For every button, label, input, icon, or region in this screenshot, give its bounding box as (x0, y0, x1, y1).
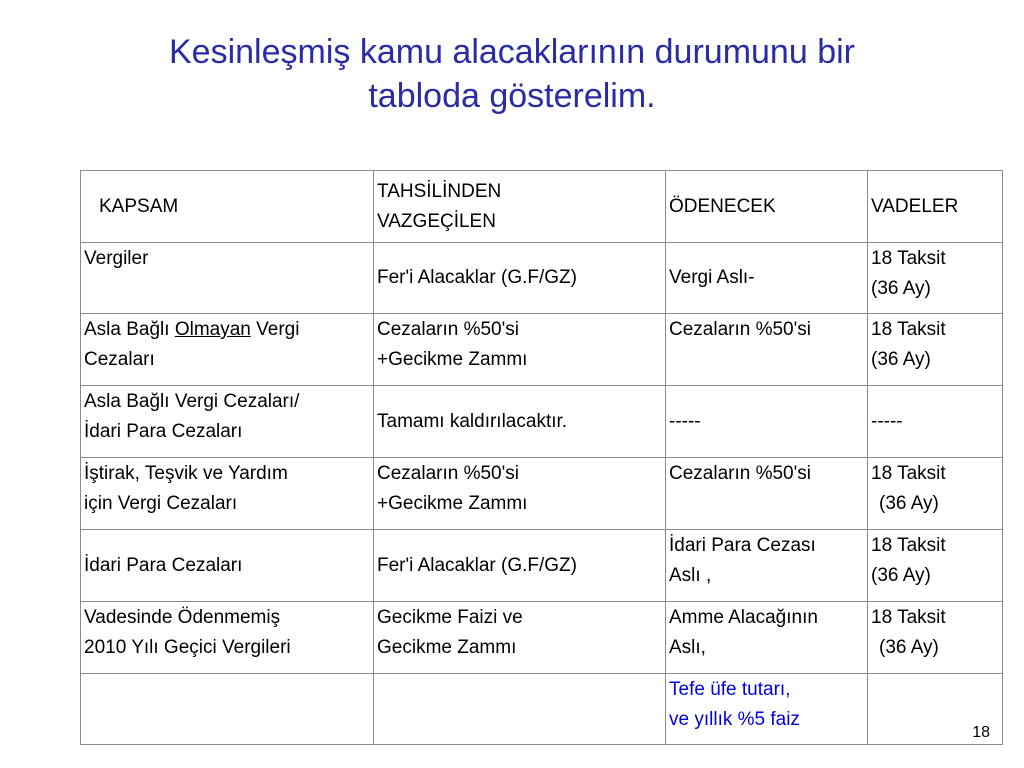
page-number: 18 (972, 724, 990, 741)
cell-odenecek-line-2: Aslı, (669, 637, 706, 658)
table-row (81, 530, 1003, 602)
cell-vade (868, 243, 1003, 314)
header-tahsil-line-1: TAHSİLİNDEN (377, 180, 502, 202)
cell-vade-line-2: (36 Ay) (871, 349, 931, 370)
cell-vade-line-1: 18 Taksit (871, 607, 946, 628)
kapsam-prefix: Asla Bağlı (84, 319, 175, 340)
cell-kapsam (81, 602, 374, 674)
table-row (81, 386, 1003, 458)
cell-vade-line-2: (36 Ay) (871, 278, 931, 299)
cell-tahsil: Fer'i Alacaklar (G.F/GZ) (374, 530, 666, 602)
cell-vade-line-2: (36 Ay) (879, 493, 939, 514)
cell-odenecek: Cezaların %50'si (666, 458, 868, 530)
cell-vade: ----- (868, 386, 1003, 458)
cell-kapsam: Vergiler (81, 243, 374, 314)
cell-vade-line-1: 18 Taksit (871, 248, 946, 269)
cell-kapsam-line-2: için Vergi Cezaları (84, 493, 238, 514)
cell-vade (868, 458, 1003, 530)
cell-kapsam (81, 386, 374, 458)
table-header-row (81, 171, 1003, 243)
cell-odenecek: Cezaların %50'si (666, 314, 868, 386)
table-row (81, 602, 1003, 674)
cell-odenecek-line-1: İdari Para Cezası (669, 535, 816, 556)
cell-tahsil-line-2: +Gecikme Zammı (377, 493, 528, 514)
cell-odenecek: Vergi Aslı- (666, 243, 868, 314)
cell-odenecek: ----- (666, 386, 868, 458)
receivables-table (80, 170, 1003, 745)
cell-odenecek-line-1: Amme Alacağının (669, 607, 818, 628)
cell-tahsil-line-1: Cezaların %50'si (377, 463, 519, 484)
cell-vade-line-1: 18 Taksit (871, 319, 946, 340)
cell-odenecek (666, 602, 868, 674)
cell-kapsam-line-1 (84, 315, 370, 345)
cell-tahsil-line-2: Gecikme Zammı (377, 637, 517, 658)
cell-odenecek (666, 674, 868, 745)
cell-kapsam: İdari Para Cezaları (81, 530, 374, 602)
cell-kapsam-line-2: İdari Para Cezaları (84, 421, 243, 442)
cell-vade (868, 602, 1003, 674)
cell-odenecek-line-1: Tefe üfe tutarı, (669, 679, 791, 700)
cell-kapsam-line-1: Vadesinde Ödenmemiş (84, 607, 281, 628)
cell-vade-line-2: (36 Ay) (879, 637, 939, 658)
cell-kapsam-line-2: Cezaları (84, 349, 155, 370)
cell-tahsil (374, 458, 666, 530)
slide-title (60, 30, 964, 118)
cell-tahsil-line-2: +Gecikme Zammı (377, 349, 528, 370)
header-tahsilinden-vazgecilen (374, 171, 666, 243)
cell-tahsil: Fer'i Alacaklar (G.F/GZ) (374, 243, 666, 314)
table-row (81, 458, 1003, 530)
kapsam-underlined-word: Olmayan (174, 319, 251, 340)
cell-vade-line-2: (36 Ay) (871, 565, 931, 586)
header-kapsam: KAPSAM (81, 171, 374, 243)
cell-vade (868, 314, 1003, 386)
cell-kapsam-line-2: 2010 Yılı Geçici Vergileri (84, 637, 291, 658)
header-tahsil-line-2: VAZGEÇİLEN (377, 210, 496, 232)
cell-kapsam-empty (81, 674, 374, 745)
cell-tahsil (374, 314, 666, 386)
slide-title-line-2: tabloda gösterelim. (368, 77, 656, 115)
cell-kapsam (81, 314, 374, 386)
cell-tahsil (374, 602, 666, 674)
cell-kapsam-line-1: İştirak, Teşvik ve Yardım (84, 463, 288, 484)
cell-tahsil-line-1: Cezaların %50'si (377, 319, 519, 340)
table-row (81, 674, 1003, 745)
cell-odenecek (666, 530, 868, 602)
table-row (81, 243, 1003, 314)
cell-tahsil-empty (374, 674, 666, 745)
cell-kapsam (81, 458, 374, 530)
cell-tahsil: Tamamı kaldırılacaktır. (374, 386, 666, 458)
header-vadeler: VADELER (868, 171, 1003, 243)
cell-odenecek-line-2: Aslı , (669, 565, 712, 586)
slide-title-line-1: Kesinleşmiş kamu alacaklarının durumunu bir (169, 33, 855, 71)
cell-vade (868, 530, 1003, 602)
cell-odenecek-line-2: ve yıllık %5 faiz (669, 709, 800, 730)
table-row (81, 314, 1003, 386)
kapsam-suffix: Vergi (250, 319, 300, 340)
cell-tahsil-line-1: Gecikme Faizi ve (377, 607, 523, 628)
cell-vade-line-1: 18 Taksit (871, 535, 946, 556)
cell-vade-line-1: 18 Taksit (871, 463, 946, 484)
cell-kapsam-line-1: Asla Bağlı Vergi Cezaları/ (84, 391, 300, 412)
header-odenecek: ÖDENECEK (666, 171, 868, 243)
